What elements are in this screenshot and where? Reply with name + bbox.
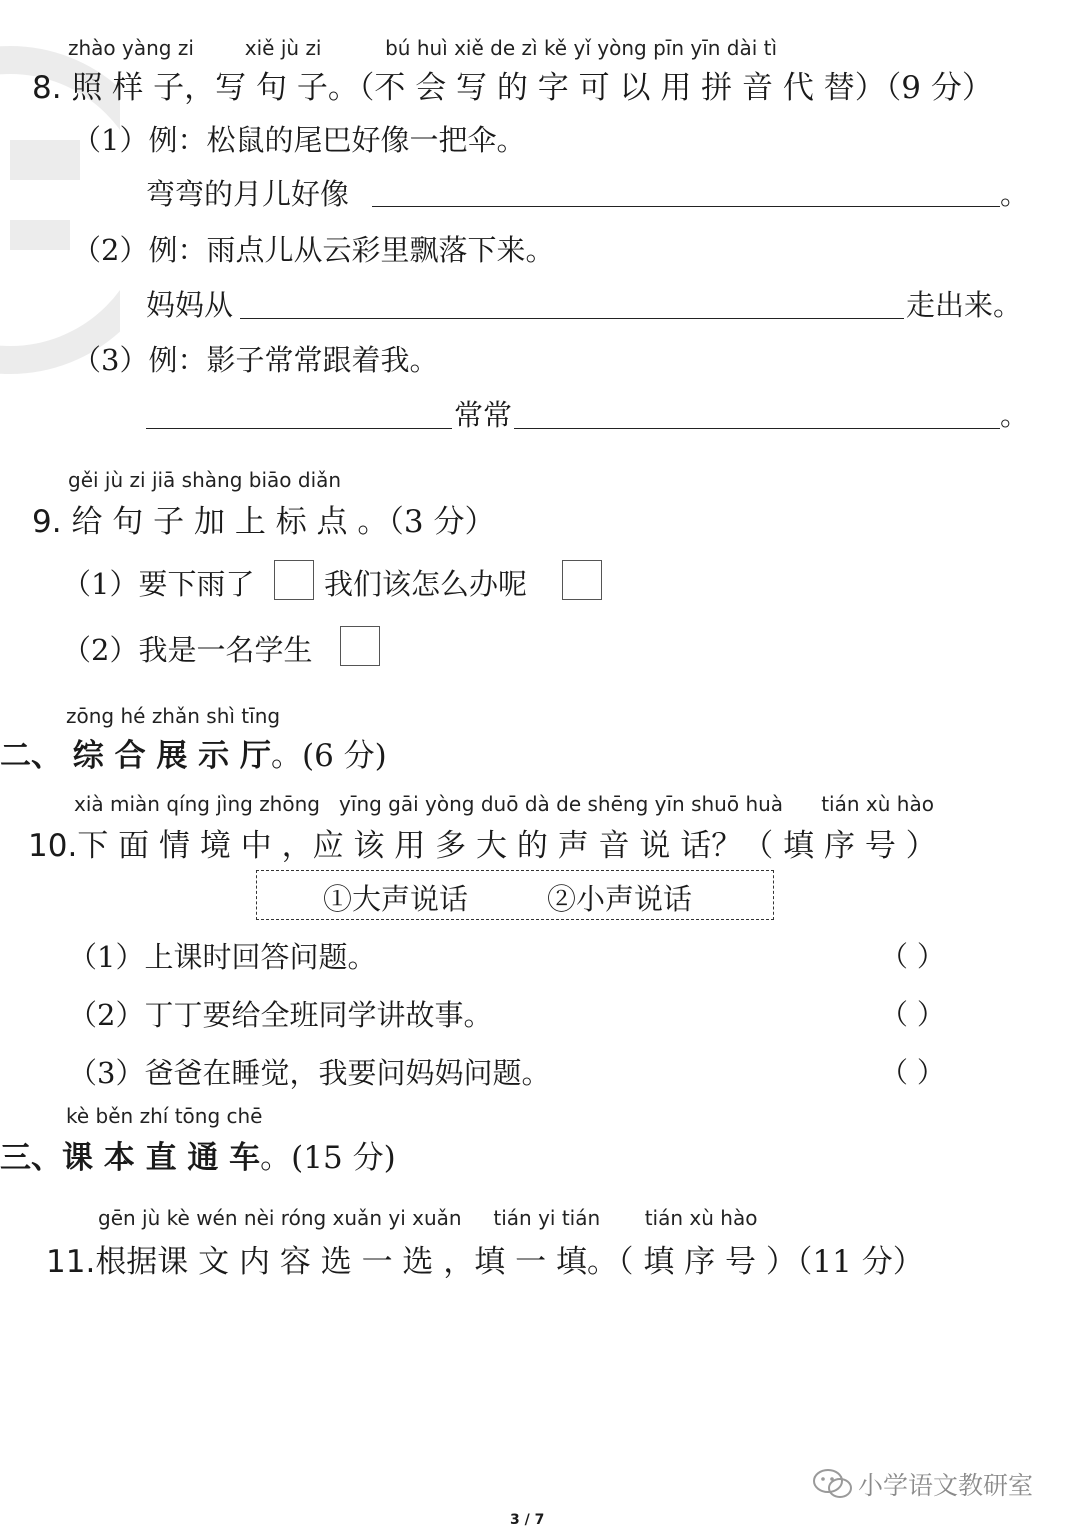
- q11-title: 根据课 文 内 容 选 一 选 ，填 一 填。（ 填 序 号 ）（11 分）: [95, 1244, 924, 1280]
- q8-item1-period: 。: [1000, 177, 1030, 211]
- q8-item3-middle-word: 常常: [454, 398, 513, 432]
- sec2-pinyin-line: zōng hé zhǎn shì tīng: [66, 704, 281, 728]
- q9-item2-punct-box[interactable]: [340, 626, 380, 666]
- q9-heading: [32, 496, 496, 541]
- q9-item2-text: （2）我是一名学生: [62, 633, 313, 667]
- q9-title: 给 句 子 加 上 标 点 。（3 分）: [71, 504, 496, 540]
- q8-heading: [32, 62, 993, 107]
- section-3-number: 三、: [0, 1140, 62, 1176]
- sec3-pinyin-line: kè běn zhí tōng chē: [66, 1104, 263, 1128]
- section-3-heading: [0, 1132, 396, 1177]
- q10-item-1: （1）上课时回答问题。: [68, 940, 377, 974]
- q11-pinyin-line: gēn jù kè wén nèi róng xuǎn yi xuǎn tián yi tián tián xù hào: [98, 1206, 758, 1230]
- q9-item1-part2: 我们该怎么办呢: [324, 567, 528, 601]
- watermark-badge: [812, 1466, 1033, 1502]
- q10-answer-blank-1[interactable]: （ ）: [880, 940, 945, 973]
- q8-item3-answer-line-2[interactable]: [514, 428, 1000, 429]
- q10-title: 下 面 情 境 中 ，应 该 用 多 大 的 声 音 说 话？（ 填 序 号 ）: [77, 828, 937, 864]
- page-number: 3 / 7: [510, 1512, 545, 1528]
- q8-title: 照 样 子，写 句 子。（不 会 写 的 字 可 以 用 拼 音 代 替）（9 分）: [71, 70, 993, 106]
- q9-item1-punct-box-2[interactable]: [562, 560, 602, 600]
- q10-answer-blank-3[interactable]: （ ）: [880, 1056, 945, 1089]
- q10-answer-blank-2[interactable]: （ ）: [880, 998, 945, 1031]
- section-2-title: 综 合 展 示 厅: [72, 738, 271, 774]
- watermark-text: 小学语文教研室: [858, 1471, 1034, 1500]
- q10-option-1: ①大声说话: [323, 882, 469, 916]
- q8-item3-answer-line-1[interactable]: [146, 428, 452, 429]
- section-3-score: 。(15 分): [260, 1140, 396, 1176]
- q8-item3-example: （3）例：影子常常跟着我。: [72, 343, 439, 377]
- q9-item1-part1: （1）要下雨了: [62, 567, 255, 601]
- q8-number: 8.: [32, 70, 62, 106]
- q10-heading: [28, 820, 937, 865]
- q11-number: 11.: [46, 1244, 96, 1280]
- q9-pinyin-line: gěi jù zi jiā shàng biāo diǎn: [68, 468, 342, 492]
- q9-item1-punct-box-1[interactable]: [274, 560, 314, 600]
- q8-item3-period: 。: [1000, 398, 1030, 432]
- q10-item-2: （2）丁丁要给全班同学讲故事。: [68, 998, 493, 1032]
- section-2-heading: [0, 730, 387, 775]
- q10-options-box: [256, 870, 774, 920]
- q8-item2-suffix: 走出来。: [906, 288, 1023, 322]
- q8-item2-example: （2）例：雨点儿从云彩里飘落下来。: [72, 233, 555, 267]
- q8-item1-answer-line[interactable]: [372, 206, 1000, 207]
- q10-number: 10.: [28, 828, 78, 864]
- q10-item-3: （3）爸爸在睡觉，我要问妈妈问题。: [68, 1056, 551, 1090]
- section-3-title: 课 本 直 通 车: [62, 1140, 261, 1176]
- section-2-number: 二、: [0, 738, 62, 774]
- q8-item2-prompt: 妈妈从: [146, 288, 234, 322]
- q10-pinyin-line: xià miàn qíng jìng zhōng yīng gāi yòng duō dà de shēng yīn shuō huà tián xù hào: [74, 792, 934, 816]
- q8-item2-answer-line[interactable]: [240, 318, 904, 319]
- q8-item1-prompt: 弯弯的月儿好像: [146, 177, 350, 211]
- q11-heading: [46, 1236, 924, 1281]
- q8-pinyin-line: zhào yàng zi xiě jù zi bú huì xiě de zì kě yǐ yòng pīn yīn dài tì: [68, 36, 778, 60]
- q8-item1-example: （1）例：松鼠的尾巴好像一把伞。: [72, 123, 526, 157]
- wechat-icon: [812, 1467, 854, 1501]
- section-2-score: 。(6 分): [270, 738, 387, 774]
- q10-option-2: ②小声说话: [547, 882, 693, 916]
- q9-number: 9.: [32, 504, 62, 540]
